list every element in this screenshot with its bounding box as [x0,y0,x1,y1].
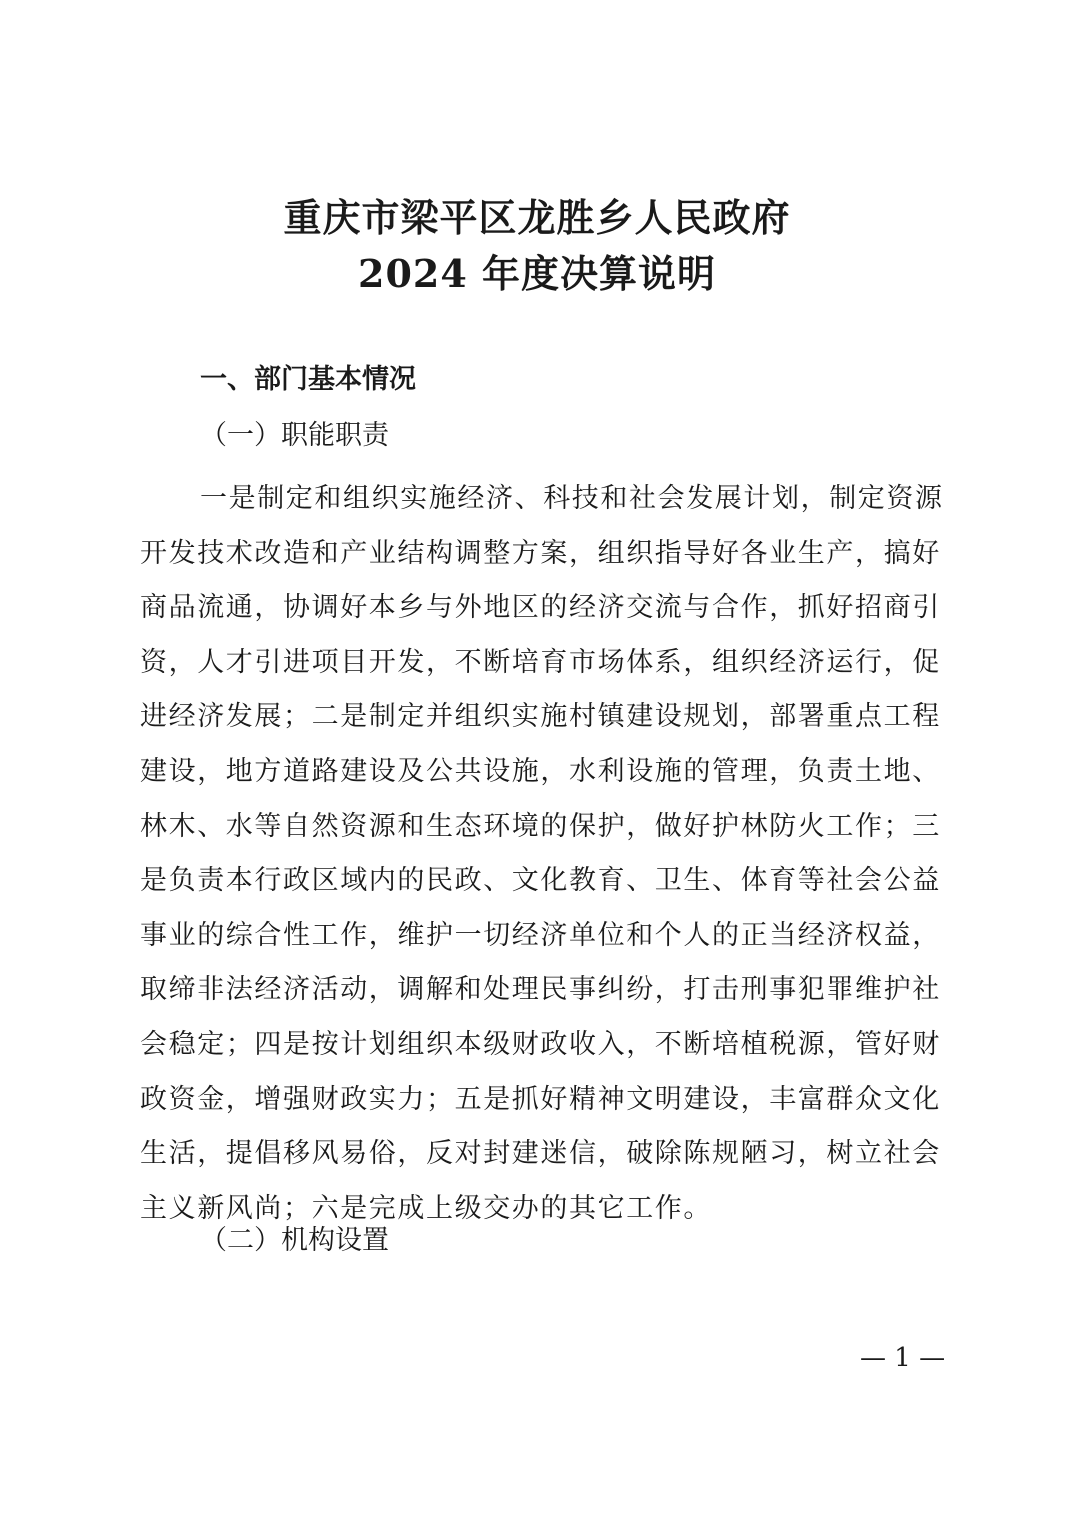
paragraph-line: 一是制定和组织实施经济、科技和社会发展计划，制定资源 [200,483,944,514]
functions-paragraph [140,472,944,1236]
paragraph-line: 进经济发展；二是制定并组织实施村镇建设规划，部署重点工程 [140,701,941,733]
paragraph-line: 资，人才引进项目开发，不断培育市场体系，组织经济运行，促 [140,646,941,678]
subsection-heading-organization: （二）机构设置 [200,1225,389,1256]
paragraph-line: 事业的综合性工作，维护一切经济单位和个人的正当经济权益， [140,919,941,951]
paragraph-line: 主义新风尚；六是完成上级交办的其它工作。 [140,1192,712,1224]
paragraph-line: 政资金，增强财政实力；五是抓好精神文明建设，丰富群众文化 [140,1083,941,1115]
paragraph-line: 林木、水等自然资源和生态环境的保护，做好护林防火工作；三 [140,810,941,842]
title-line-1: 重庆市梁平区龙胜乡人民政府 [283,195,791,240]
paragraph-line: 是负责本行政区域内的民政、文化教育、卫生、体育等社会公益 [140,865,941,897]
paragraph-line: 生活，提倡移风易俗，反对封建迷信，破除陈规陋习，树立社会 [140,1138,941,1170]
paragraph-line: 会稳定；四是按计划组织本级财政收入，不断培植税源，管好财 [140,1028,941,1060]
title-line-2: 2024 年度决算说明 [358,251,716,296]
paragraph-line: 开发技术改造和产业结构调整方案，组织指导好各业生产，搞好 [140,537,941,569]
page-number: — 1 — [860,1343,946,1373]
document-title [0,190,1074,302]
paragraph-line: 建设，地方道路建设及公共设施，水利设施的管理，负责土地、 [140,755,941,787]
paragraph-line: 取缔非法经济活动，调解和处理民事纠纷，打击刑事犯罪维护社 [140,974,941,1006]
section-heading-basic-info: 一、部门基本情况 [200,364,416,395]
paragraph-line: 商品流通，协调好本乡与外地区的经济交流与合作，抓好招商引 [140,592,941,624]
subsection-heading-functions: （一）职能职责 [200,420,389,451]
